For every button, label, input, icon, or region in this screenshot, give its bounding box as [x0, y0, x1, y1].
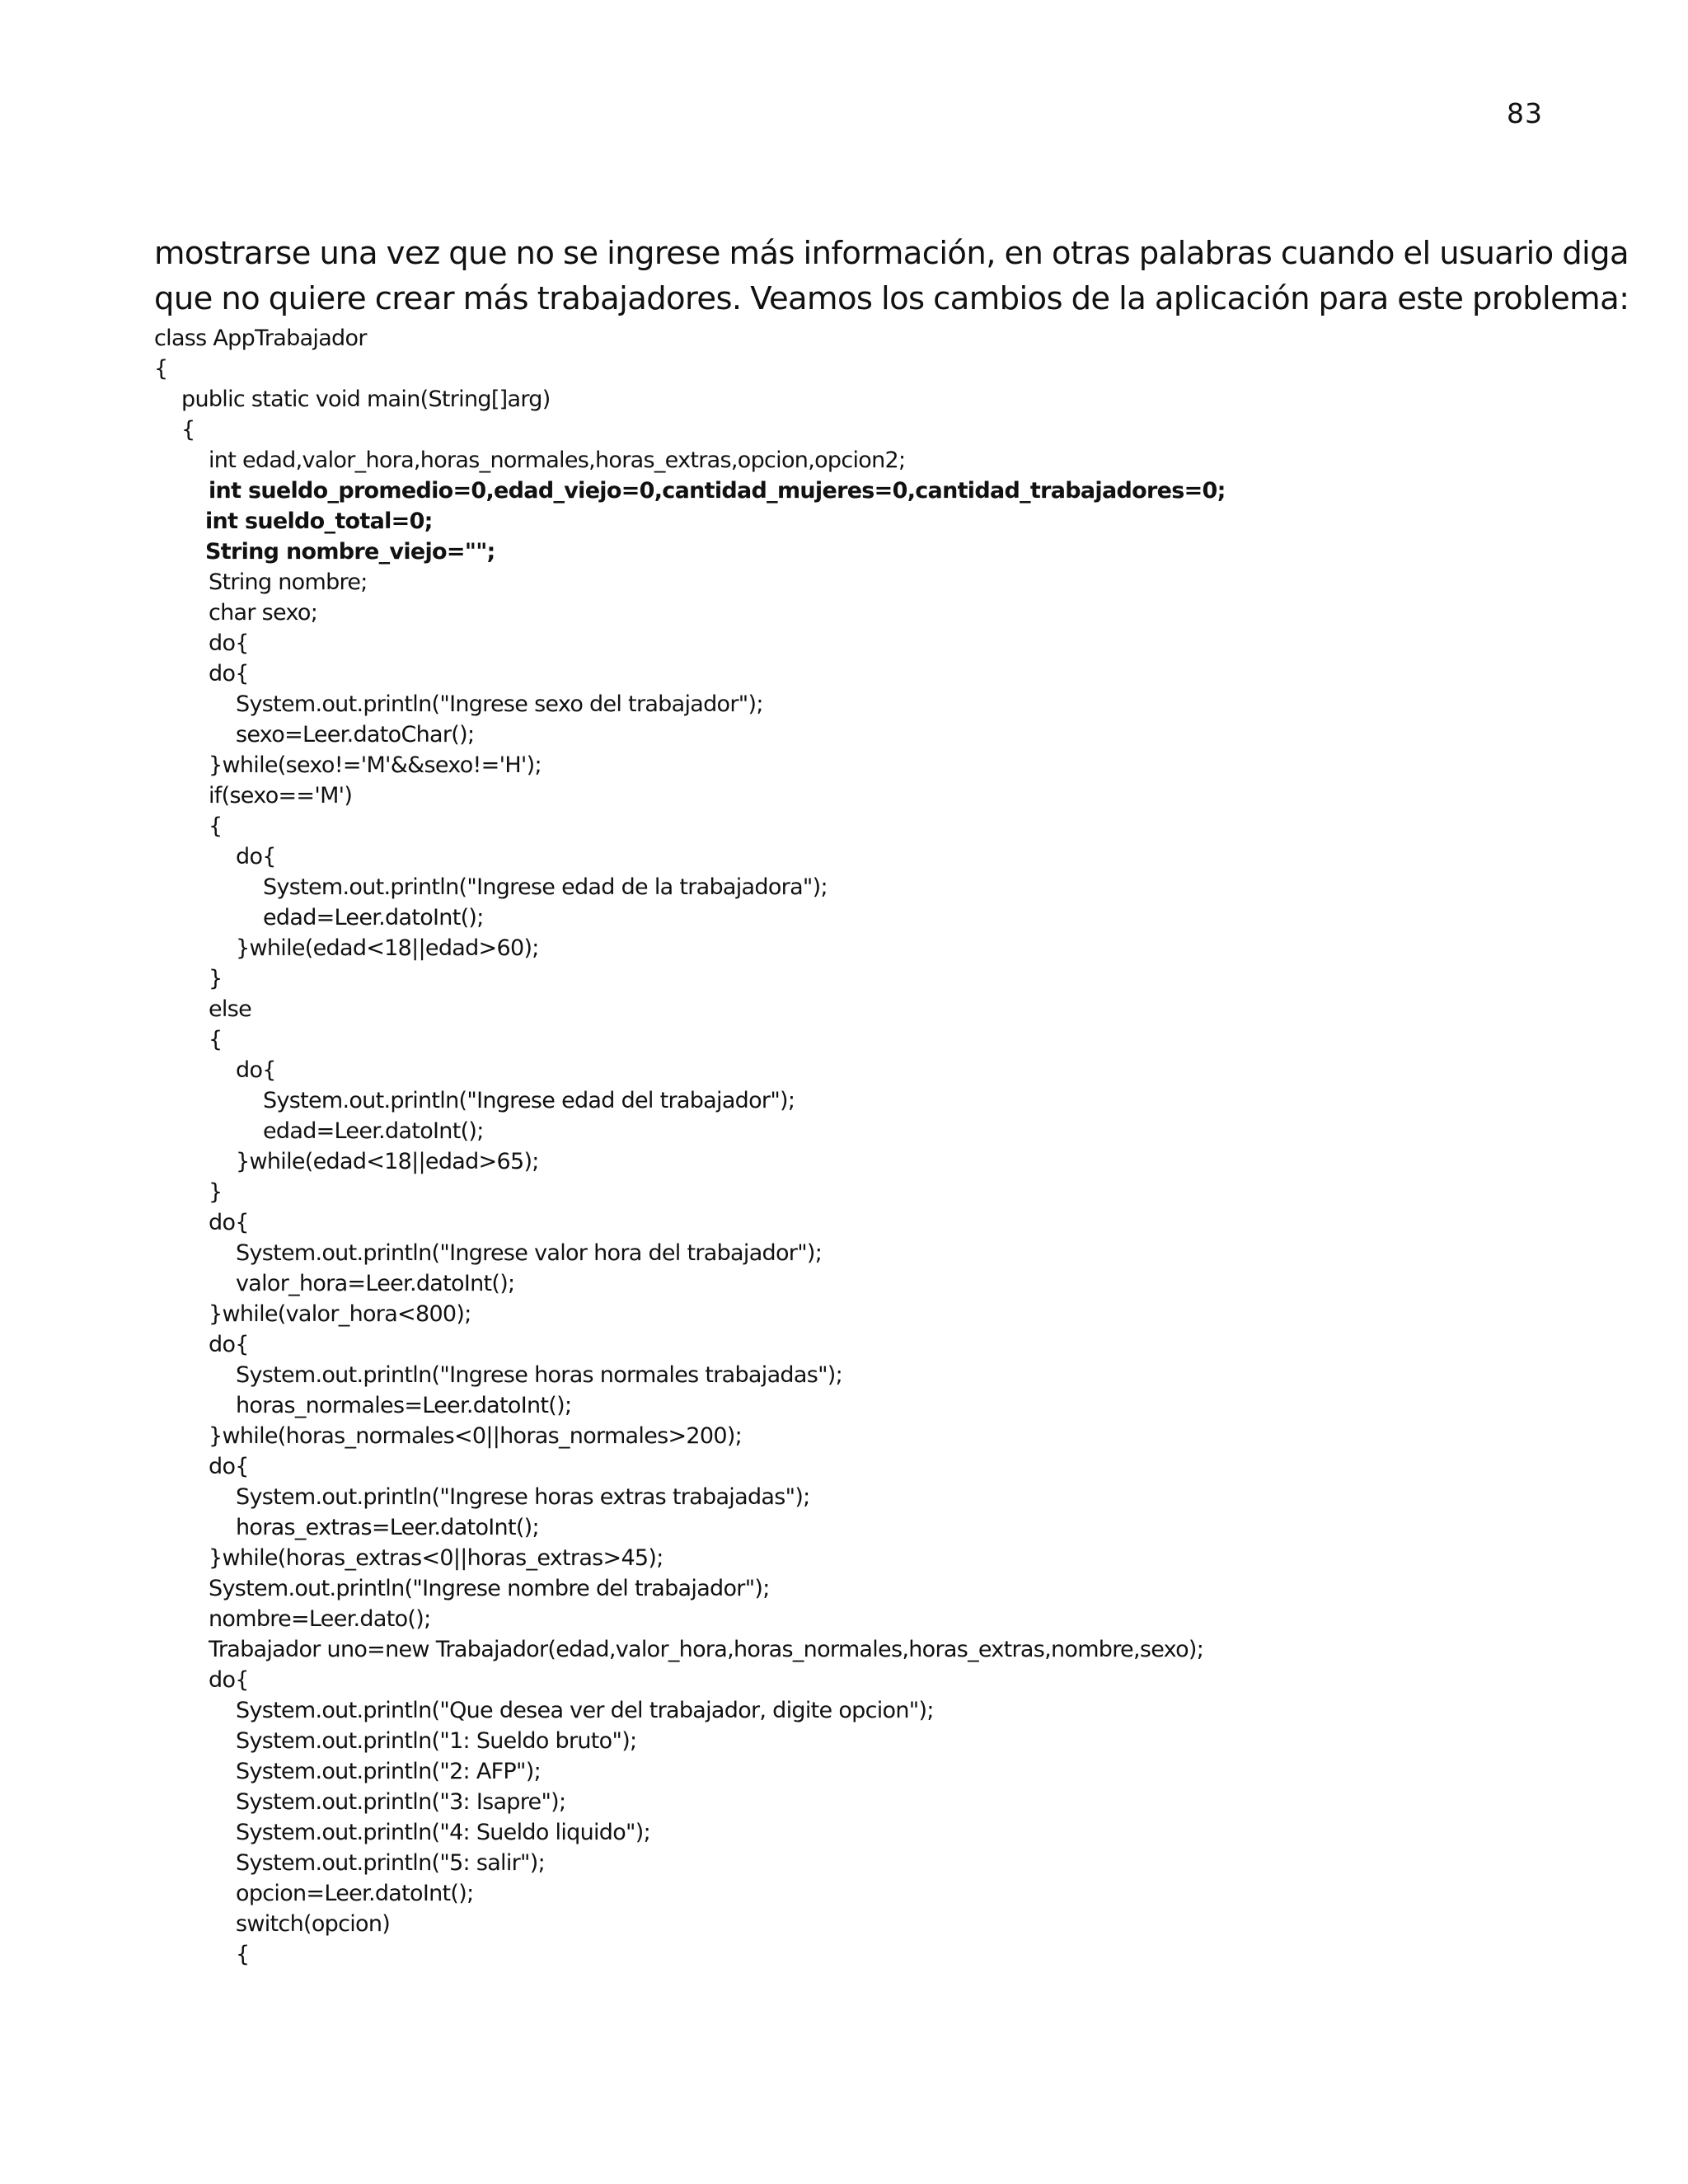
code-line: System.out.println("Ingrese valor hora del trabajador"); — [236, 1240, 823, 1266]
code-line: do{ — [209, 1667, 249, 1693]
code-line: System.out.println("Ingrese horas extras trabajadas"); — [236, 1484, 810, 1510]
code-line: char sexo; — [209, 600, 318, 626]
code-line: edad=Leer.datoInt(); — [263, 1118, 484, 1144]
code-line: String nombre_viejo=""; — [205, 539, 495, 565]
code-line: }while(sexo!='M'&&sexo!='H'); — [209, 752, 542, 778]
intro-line: que no quiere crear más trabajadores. Veamos los cambios de la aplicación para este problema: — [154, 280, 1629, 317]
code-line: horas_normales=Leer.datoInt(); — [236, 1393, 572, 1418]
code-line: int sueldo_promedio=0,edad_viejo=0,cantidad_mujeres=0,cantidad_trabajadores=0; — [209, 478, 1226, 504]
code-line: class AppTrabajador — [154, 326, 367, 351]
code-line: valor_hora=Leer.datoInt(); — [236, 1271, 515, 1296]
intro-paragraph — [154, 231, 1629, 321]
code-line: { — [236, 1942, 250, 1967]
code-line: System.out.println("Ingrese sexo del trabajador"); — [236, 691, 763, 717]
code-line: Trabajador uno=new Trabajador(edad,valor_hora,horas_normales,horas_extras,nombre,sexo); — [209, 1637, 1204, 1662]
code-line: do{ — [209, 1454, 249, 1479]
code-line: System.out.println("Ingrese edad del trabajador"); — [263, 1088, 795, 1113]
code-line: switch(opcion) — [236, 1911, 391, 1937]
code-line: else — [209, 996, 251, 1022]
code-line: }while(horas_extras<0||horas_extras>45); — [209, 1545, 663, 1571]
code-line: do{ — [236, 1057, 276, 1083]
code-line: int edad,valor_hora,horas_normales,horas_extras,opcion,opcion2; — [209, 448, 906, 473]
code-line: System.out.println("Que desea ver del trabajador, digite opcion"); — [236, 1698, 934, 1723]
code-line: System.out.println("2: AFP"); — [236, 1759, 541, 1784]
code-line: opcion=Leer.datoInt(); — [236, 1881, 474, 1906]
code-line: System.out.println("1: Sueldo bruto"); — [236, 1728, 637, 1754]
code-line: { — [154, 356, 168, 382]
code-line: System.out.println("Ingrese horas normales trabajadas"); — [236, 1362, 843, 1388]
code-line: horas_extras=Leer.datoInt(); — [236, 1515, 539, 1540]
code-line: System.out.println("5: salir"); — [236, 1850, 545, 1876]
code-line: { — [209, 1027, 223, 1052]
code-line: String nombre; — [209, 569, 368, 595]
code-line: do{ — [209, 661, 249, 687]
code-line: { — [209, 813, 223, 839]
code-line: }while(valor_hora<800); — [209, 1301, 471, 1327]
code-line: do{ — [209, 1210, 249, 1235]
code-line: } — [209, 966, 223, 991]
code-line: do{ — [236, 844, 276, 869]
code-line: { — [181, 417, 195, 443]
code-line: System.out.println("Ingrese nombre del trabajador"); — [209, 1576, 770, 1601]
code-line: System.out.println("3: Isapre"); — [236, 1789, 566, 1815]
code-line: do{ — [209, 1332, 249, 1357]
code-line: }while(edad<18||edad>60); — [236, 935, 539, 961]
code-line: int sueldo_total=0; — [205, 509, 433, 534]
code-line: public static void main(String[]arg) — [181, 387, 551, 412]
code-line: do{ — [209, 630, 249, 656]
code-line: sexo=Leer.datoChar(); — [236, 722, 475, 748]
code-line: }while(edad<18||edad>65); — [236, 1149, 539, 1174]
code-line: } — [209, 1179, 223, 1205]
code-line: if(sexo=='M') — [209, 783, 353, 808]
intro-line: mostrarse una vez que no se ingrese más información, en otras palabras cuando el usuario diga — [154, 235, 1629, 272]
code-listing — [154, 323, 1390, 1970]
code-line: nombre=Leer.dato(); — [209, 1606, 431, 1632]
code-line: edad=Leer.datoInt(); — [263, 905, 484, 930]
code-line: System.out.println("4: Sueldo liquido"); — [236, 1820, 650, 1845]
code-line: }while(horas_normales<0||horas_normales>200); — [209, 1423, 743, 1449]
code-line: System.out.println("Ingrese edad de la trabajadora"); — [263, 874, 828, 900]
page-number: 83 — [1507, 97, 1543, 129]
